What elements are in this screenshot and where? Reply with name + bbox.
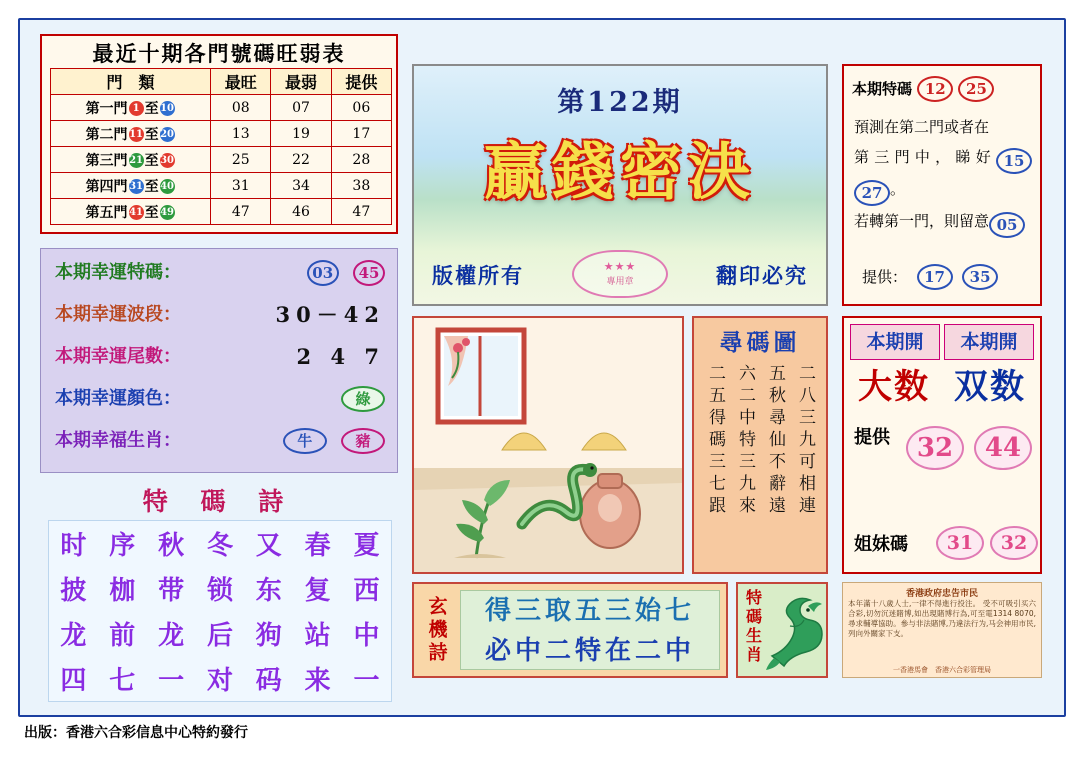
poem-char: 枷: [109, 576, 136, 606]
snake-jar-illustration: [414, 318, 682, 572]
poem-char: 披: [60, 576, 87, 606]
poem-line: [49, 611, 391, 656]
seek-code-column: 六二中特三九來: [735, 364, 755, 518]
cell-give: 28: [331, 147, 391, 173]
lucky-label-wave: 本期幸運波段：: [55, 304, 181, 325]
lucky-special-code-1: 03: [307, 260, 339, 286]
range-to-badge: 49: [160, 207, 175, 218]
notice-title: 香港政府忠告市民: [905, 589, 978, 599]
cell-cold: 34: [271, 173, 331, 199]
lucky-info-panel: [40, 248, 398, 473]
result-provide-label: 提供: [854, 427, 890, 448]
row-label: 第二門: [85, 126, 128, 143]
publisher-footer: 出版：香港六合彩信息中心特約發行: [24, 725, 248, 741]
poem-char: 复: [304, 576, 331, 606]
special-text-line-1: 預測在第二門或者在: [854, 118, 990, 136]
row-label: 第四門: [85, 178, 128, 195]
poem-char: 四: [60, 666, 87, 696]
range-from-badge: 1: [129, 101, 144, 116]
lucky-label-special-code: 本期幸運特碼：: [55, 262, 181, 283]
sister-code-number-1: 31: [936, 526, 984, 560]
special-code-number-2: 25: [958, 76, 994, 102]
xuanji-poem-panel: [412, 582, 728, 678]
result-value-left: 大数: [858, 367, 930, 407]
range-to-badge: 20: [160, 129, 175, 140]
range-from-badge: 21: [129, 155, 144, 166]
poem-char: 一: [158, 666, 185, 696]
dragon-icon: [764, 592, 826, 672]
poem-line: [49, 566, 391, 611]
table-header-cold: 最弱: [271, 69, 331, 95]
table-header-category: 門 類: [51, 69, 211, 95]
poem-char: 前: [109, 621, 136, 651]
table-row: [51, 147, 392, 173]
table-row: [51, 199, 392, 225]
illustration-panel: [412, 316, 684, 574]
special-text-line-3: [854, 206, 1032, 238]
row-label: 第一門: [85, 100, 128, 117]
government-notice-panel: [842, 582, 1042, 678]
banner-headline: 贏錢密決: [483, 135, 756, 208]
lucky-label-color: 本期幸運顏色：: [55, 388, 181, 409]
lucky-label-zodiac: 本期幸福生肖：: [55, 430, 181, 451]
stamp-seal-icon: [572, 250, 668, 298]
poem-char: 西: [353, 576, 380, 606]
poem-char: 一: [353, 666, 380, 696]
result-value-right: 双数: [954, 367, 1026, 407]
notice-footer: 一香港馬會 香港六合彩管理局: [893, 666, 991, 674]
zodiac-panel: [736, 582, 828, 678]
copyright-right: 翻印必究: [716, 263, 808, 288]
poem-char: 带: [158, 576, 185, 606]
cell-cold: 19: [271, 121, 331, 147]
seek-code-column: 五秋尋仙不辭遠: [765, 364, 785, 518]
lucky-zodiac-1: 牛: [283, 428, 327, 454]
table-row: [51, 95, 392, 121]
cell-cold: 46: [271, 199, 331, 225]
sister-code-number-2: 32: [990, 526, 1038, 560]
range-to-badge: 30: [160, 155, 175, 166]
poem-char: 龙: [158, 621, 185, 651]
lucky-row-special-code: [55, 255, 385, 291]
poem-char: 来: [304, 666, 331, 696]
poem-char: 码: [255, 666, 282, 696]
result-panel: [842, 316, 1042, 574]
cell-cold: 22: [271, 147, 331, 173]
poem-char: 时: [60, 531, 87, 561]
cell-hot: 08: [211, 95, 271, 121]
cell-give: 06: [331, 95, 391, 121]
poem-body: [48, 520, 392, 702]
seek-code-columns: [700, 364, 820, 518]
table-header-give: 提供: [331, 69, 391, 95]
poem-char: 冬: [206, 531, 233, 561]
result-provide-number-1: 32: [906, 426, 964, 470]
lucky-row-tail: [55, 339, 385, 375]
xuanji-body: [460, 590, 720, 670]
poem-char: 春: [304, 531, 331, 561]
poem-char: 站: [304, 621, 331, 651]
cell-give: 17: [331, 121, 391, 147]
xuanji-line-1: 得三取五三始七: [484, 596, 695, 626]
poem-char: 中: [353, 621, 380, 651]
poem-char: 又: [255, 531, 282, 561]
poem-title: 特 碼 詩: [142, 487, 296, 516]
cell-hot: 13: [211, 121, 271, 147]
poem-char: 夏: [353, 531, 380, 561]
xuanji-label: 玄機詩: [425, 595, 448, 665]
lucky-value-color: 綠: [341, 386, 385, 412]
title-banner: [412, 64, 828, 306]
special-code-panel: [842, 64, 1042, 306]
lucky-zodiac-2: 豬: [341, 428, 385, 454]
cell-hot: 47: [211, 199, 271, 225]
poem-char: 东: [255, 576, 282, 606]
lucky-value-tail: 2 4 7: [296, 344, 385, 369]
poem-char: 对: [206, 666, 233, 696]
result-header-left: 本期開: [850, 324, 940, 360]
cell-give: 38: [331, 173, 391, 199]
table-header-row: [51, 69, 392, 95]
special-text-c: 若轉第一門，則留意: [854, 212, 990, 230]
row-category-5: 第五門 41 至 49: [51, 199, 211, 225]
row-category-1: 第一門 1 至 10: [51, 95, 211, 121]
xuanji-line-2: 必中二特在二中: [484, 636, 695, 666]
seal-text: 專用章: [606, 277, 634, 287]
result-provide-number-2: 44: [974, 426, 1032, 470]
lucky-row-color: [55, 381, 385, 417]
seek-code-column: 二五得碼三七跟: [705, 364, 725, 518]
lucky-special-code-2: 45: [353, 260, 385, 286]
special-code-text: [854, 112, 1032, 238]
lucky-label-tail: 本期幸運尾數：: [55, 346, 181, 367]
range-from-badge: 41: [129, 207, 144, 218]
table-header-hot: 最旺: [211, 69, 271, 95]
poem-line: [49, 521, 391, 566]
special-text-line-2: [854, 142, 1032, 206]
hot-cold-table-panel: [40, 34, 398, 234]
special-provide-number-2: 35: [962, 264, 998, 290]
poem-char: 锁: [206, 576, 233, 606]
poem-line: [49, 656, 391, 701]
table-row: [51, 121, 392, 147]
cell-cold: 07: [271, 95, 331, 121]
range-to-badge: 40: [160, 181, 175, 192]
cell-give: 47: [331, 199, 391, 225]
poem-char: 龙: [60, 621, 87, 651]
special-hint-number-3: 05: [989, 212, 1025, 238]
row-category-4: 第四門 31 至 40: [51, 173, 211, 199]
table-title: 最近十期各門號碼旺弱表: [92, 41, 346, 66]
row-label: 第五門: [85, 204, 128, 221]
poem-char: 序: [109, 531, 136, 561]
special-hint-number-1: 15: [996, 148, 1032, 174]
poem-char: 狗: [255, 621, 282, 651]
lucky-row-wave: [55, 297, 385, 333]
special-provide-number-1: 17: [917, 264, 953, 290]
cell-hot: 25: [211, 147, 271, 173]
table-row: [51, 173, 392, 199]
row-category-2: 第二門 11 至 20: [51, 121, 211, 147]
special-code-poem-panel: [40, 480, 398, 707]
issue-number: 第122期: [557, 87, 683, 118]
seek-code-column: 二八三九可相連: [795, 364, 815, 518]
poster-sheet: [18, 18, 1066, 717]
seek-code-title: 尋碼圖: [719, 329, 801, 356]
special-code-label: 本期特碼: [852, 80, 913, 98]
result-header-right: 本期開: [944, 324, 1034, 360]
special-code-header: [852, 76, 994, 102]
range-from-badge: 31: [129, 181, 144, 192]
poem-char: 七: [109, 666, 136, 696]
special-provide-label: 提供：: [862, 268, 908, 286]
lucky-value-wave: 30－42: [275, 302, 385, 327]
special-hint-number-2: 27: [854, 180, 890, 206]
cell-hot: 31: [211, 173, 271, 199]
special-text-b: 第三門中，睇好: [854, 148, 996, 166]
seal-stars: ★★★: [603, 260, 637, 273]
notice-body: 本年滿十八歲人士,一律不得進行投注。 受不可吸引买六合彩,切勿沉迷賭博,如出現賭博行為,可至電1314 8070,尋求輔導協助。參与非法賭博,乃違法行为,马会神用市民,列向外關家下支。: [848, 599, 1036, 638]
sister-code-label: 姐妹碼: [854, 534, 908, 555]
lucky-row-zodiac: [55, 423, 385, 459]
zodiac-title: 特碼生肖: [745, 588, 762, 664]
poem-char: 秋: [158, 531, 185, 561]
special-code-number-1: 12: [917, 76, 953, 102]
row-label: 第三門: [85, 152, 128, 169]
special-text-b-end: 。: [890, 180, 906, 198]
range-to-badge: 10: [160, 103, 175, 114]
range-from-badge: 11: [129, 129, 144, 140]
copyright-left: 版權所有: [432, 263, 524, 288]
row-category-3: 第三門 21 至 30: [51, 147, 211, 173]
seek-code-panel: [692, 316, 828, 574]
special-provide-row: [862, 264, 998, 290]
poem-char: 后: [206, 621, 233, 651]
hot-cold-table: [50, 68, 392, 225]
